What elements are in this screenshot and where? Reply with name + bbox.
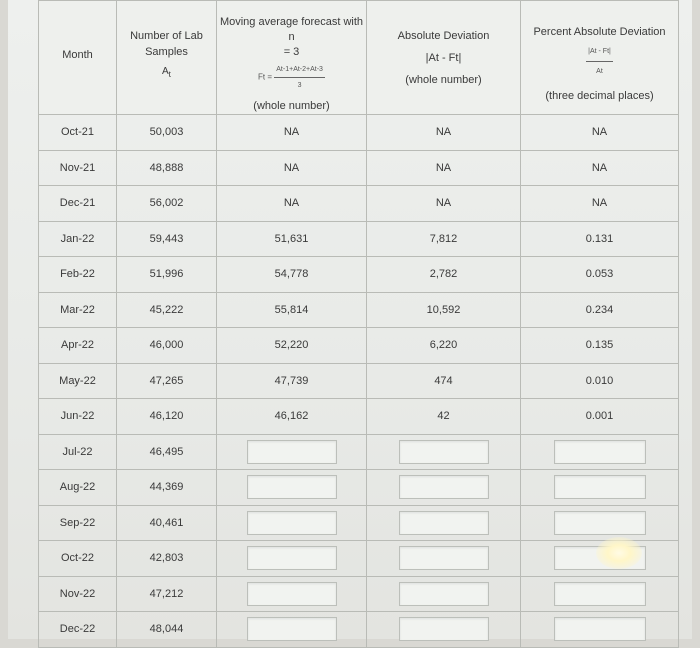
cell-samples [117, 363, 217, 399]
cell-abs-dev [367, 612, 521, 648]
cell-text: 45,222 [149, 303, 184, 316]
cell-forecast [217, 434, 367, 470]
table-row [39, 221, 679, 257]
cell-forecast [217, 221, 367, 257]
pad-header-note: (three decimal places) [545, 90, 654, 102]
abs-dev-input[interactable] [399, 511, 489, 535]
cell-text: Dec-21 [59, 197, 96, 210]
cell-samples [117, 505, 217, 541]
cell-text: NA [591, 126, 608, 139]
cell-text: NA [283, 197, 300, 210]
cell-text: 0.234 [585, 303, 614, 316]
table-row [39, 541, 679, 577]
cell-abs-dev [367, 292, 521, 328]
pad-formula-denominator: At [596, 68, 603, 75]
cell-month [39, 434, 117, 470]
cell-pct-dev [521, 399, 679, 435]
table-row [39, 434, 679, 470]
cell-text: 56,002 [149, 197, 184, 210]
cell-forecast [217, 328, 367, 364]
cell-text: 7,812 [429, 232, 458, 245]
cell-text: NA [435, 197, 452, 210]
table-row [39, 150, 679, 186]
cell-month [39, 186, 117, 222]
ma-header-note: (whole number) [253, 100, 330, 112]
cell-forecast [217, 612, 367, 648]
cell-text: Apr-22 [60, 339, 95, 352]
forecast-input[interactable] [247, 440, 337, 464]
cell-text: 42,803 [149, 552, 184, 565]
cell-forecast [217, 150, 367, 186]
ad-header-line2: |At - Ft| [425, 52, 462, 64]
cell-text: Dec-22 [59, 623, 96, 636]
pct-dev-input[interactable] [554, 511, 646, 535]
cell-text: NA [283, 161, 300, 174]
cell-text: 50,003 [149, 126, 184, 139]
cell-abs-dev [367, 115, 521, 151]
light-glare [596, 537, 642, 569]
cell-month [39, 470, 117, 506]
month-header [39, 1, 117, 115]
table-row [39, 470, 679, 506]
cell-abs-dev [367, 434, 521, 470]
forecast-table [38, 0, 679, 648]
pad-formula-numerator: |At - Ft| [586, 42, 613, 62]
cell-text: Mar-22 [60, 303, 95, 316]
cell-text: 42 [437, 410, 450, 423]
cell-text: NA [591, 197, 608, 210]
table-row [39, 576, 679, 612]
cell-month [39, 150, 117, 186]
cell-samples [117, 292, 217, 328]
cell-abs-dev [367, 150, 521, 186]
forecast-input[interactable] [247, 475, 337, 499]
pct-dev-input[interactable] [554, 582, 646, 606]
cell-pct-dev [521, 434, 679, 470]
ma-header-line2: = 3 [283, 46, 300, 58]
cell-pct-dev [521, 115, 679, 151]
absolute-deviation-header [367, 1, 521, 115]
cell-samples [117, 221, 217, 257]
forecast-input[interactable] [247, 511, 337, 535]
cell-abs-dev [367, 541, 521, 577]
cell-text: 47,212 [149, 587, 184, 600]
cell-text: 0.131 [585, 232, 614, 245]
cell-text: 54,778 [274, 268, 309, 281]
cell-samples [117, 115, 217, 151]
lab-samples-header [117, 1, 217, 115]
cell-forecast [217, 186, 367, 222]
cell-month [39, 612, 117, 648]
ma-formula-fraction [274, 62, 325, 93]
ma-formula [217, 62, 366, 93]
cell-pct-dev [521, 150, 679, 186]
cell-month [39, 328, 117, 364]
cell-text: NA [435, 126, 452, 139]
cell-samples [117, 399, 217, 435]
cell-text: Jun-22 [60, 410, 95, 423]
table-row [39, 186, 679, 222]
cell-text: Jul-22 [62, 445, 93, 458]
cell-text: 0.010 [585, 374, 614, 387]
cell-forecast [217, 541, 367, 577]
cell-abs-dev [367, 470, 521, 506]
abs-dev-input[interactable] [399, 475, 489, 499]
cell-text: 52,220 [274, 339, 309, 352]
cell-month [39, 115, 117, 151]
cell-text: NA [283, 126, 300, 139]
pct-dev-input[interactable] [554, 617, 646, 641]
cell-text: 55,814 [274, 303, 309, 316]
cell-text: Feb-22 [60, 268, 95, 281]
cell-abs-dev [367, 186, 521, 222]
cell-text: 2,782 [429, 268, 458, 281]
cell-month [39, 363, 117, 399]
cell-month [39, 541, 117, 577]
pct-dev-input[interactable] [554, 475, 646, 499]
cell-month [39, 576, 117, 612]
cell-text: 46,120 [149, 410, 184, 423]
cell-text: 46,495 [149, 445, 184, 458]
cell-month [39, 292, 117, 328]
forecast-input[interactable] [247, 617, 337, 641]
table-row [39, 115, 679, 151]
cell-abs-dev [367, 363, 521, 399]
cell-month [39, 221, 117, 257]
pct-dev-input[interactable] [554, 440, 646, 464]
cell-pct-dev [521, 257, 679, 293]
cell-pct-dev [521, 363, 679, 399]
table-row [39, 612, 679, 648]
month-header-label: Month [62, 49, 93, 61]
cell-text: 46,162 [274, 410, 309, 423]
cell-text: 10,592 [426, 303, 461, 316]
cell-pct-dev [521, 328, 679, 364]
cell-month [39, 257, 117, 293]
cell-text: Oct-21 [60, 126, 94, 139]
cell-pct-dev [521, 470, 679, 506]
cell-samples [117, 328, 217, 364]
cell-text: 474 [434, 374, 453, 387]
cell-text: 46,000 [149, 339, 184, 352]
cell-forecast [217, 399, 367, 435]
cell-text: Aug-22 [59, 481, 96, 494]
cell-pct-dev [521, 292, 679, 328]
lab-header-line2: Samples [145, 46, 188, 58]
header-row [39, 1, 679, 115]
cell-month [39, 399, 117, 435]
cell-abs-dev [367, 328, 521, 364]
cell-text: 40,461 [149, 516, 184, 529]
cell-text: 51,631 [274, 232, 309, 245]
ad-header-line1: Absolute Deviation [397, 30, 490, 42]
ma-formula-denominator: 3 [297, 82, 302, 89]
table-row [39, 292, 679, 328]
cell-samples [117, 434, 217, 470]
cell-pct-dev [521, 221, 679, 257]
cell-text: NA [435, 161, 452, 174]
cell-text: 0.053 [585, 268, 614, 281]
cell-text: Oct-22 [60, 552, 94, 565]
forecast-input[interactable] [247, 582, 337, 606]
cell-pct-dev [521, 612, 679, 648]
cell-text: 0.001 [585, 410, 614, 423]
cell-forecast [217, 115, 367, 151]
table-row [39, 328, 679, 364]
cell-abs-dev [367, 576, 521, 612]
cell-month [39, 505, 117, 541]
cell-text: 47,739 [274, 374, 309, 387]
ma-header-line1: Moving average forecast with n [219, 16, 364, 43]
pad-formula [521, 42, 678, 81]
pad-header-line1: Percent Absolute Deviation [533, 26, 666, 38]
lab-header-symbol [117, 64, 216, 82]
cell-forecast [217, 292, 367, 328]
cell-abs-dev [367, 399, 521, 435]
lab-symbol-subscript: t [168, 69, 171, 79]
cell-text: 59,443 [149, 232, 184, 245]
cell-forecast [217, 257, 367, 293]
cell-abs-dev [367, 505, 521, 541]
cell-samples [117, 612, 217, 648]
table-row [39, 363, 679, 399]
cell-abs-dev [367, 221, 521, 257]
cell-text: Nov-22 [59, 587, 96, 600]
lab-header-line1: Number of Lab [130, 30, 203, 42]
cell-forecast [217, 363, 367, 399]
cell-pct-dev [521, 505, 679, 541]
cell-text: 47,265 [149, 374, 184, 387]
ad-header-note: (whole number) [405, 74, 482, 86]
cell-pct-dev [521, 576, 679, 612]
cell-samples [117, 150, 217, 186]
worksheet [8, 0, 692, 639]
ma-formula-numerator: At-1+At-2+At-3 [274, 62, 325, 78]
cell-text: Nov-21 [59, 161, 96, 174]
lab-symbol-letter: A [162, 66, 169, 77]
cell-forecast [217, 505, 367, 541]
abs-dev-input[interactable] [399, 617, 489, 641]
abs-dev-input[interactable] [399, 440, 489, 464]
percent-absolute-deviation-header [521, 1, 679, 115]
cell-samples [117, 257, 217, 293]
table-row [39, 505, 679, 541]
cell-text: 44,369 [149, 481, 184, 494]
cell-text: Sep-22 [59, 516, 96, 529]
cell-text: 48,044 [149, 623, 184, 636]
cell-text: May-22 [59, 374, 96, 387]
cell-samples [117, 186, 217, 222]
cell-forecast [217, 470, 367, 506]
table-row [39, 257, 679, 293]
cell-text: 6,220 [429, 339, 458, 352]
cell-samples [117, 541, 217, 577]
table-row [39, 399, 679, 435]
ma-formula-lhs: Ft = [258, 72, 273, 82]
abs-dev-input[interactable] [399, 546, 489, 570]
cell-text: 51,996 [149, 268, 184, 281]
moving-average-header [217, 1, 367, 115]
cell-samples [117, 470, 217, 506]
cell-text: 48,888 [149, 161, 184, 174]
cell-abs-dev [367, 257, 521, 293]
abs-dev-input[interactable] [399, 582, 489, 606]
cell-text: NA [591, 161, 608, 174]
forecast-input[interactable] [247, 546, 337, 570]
cell-text: Jan-22 [60, 232, 95, 245]
cell-pct-dev [521, 186, 679, 222]
pad-formula-fraction [586, 42, 613, 81]
cell-samples [117, 576, 217, 612]
cell-forecast [217, 576, 367, 612]
cell-text: 0.135 [585, 339, 614, 352]
